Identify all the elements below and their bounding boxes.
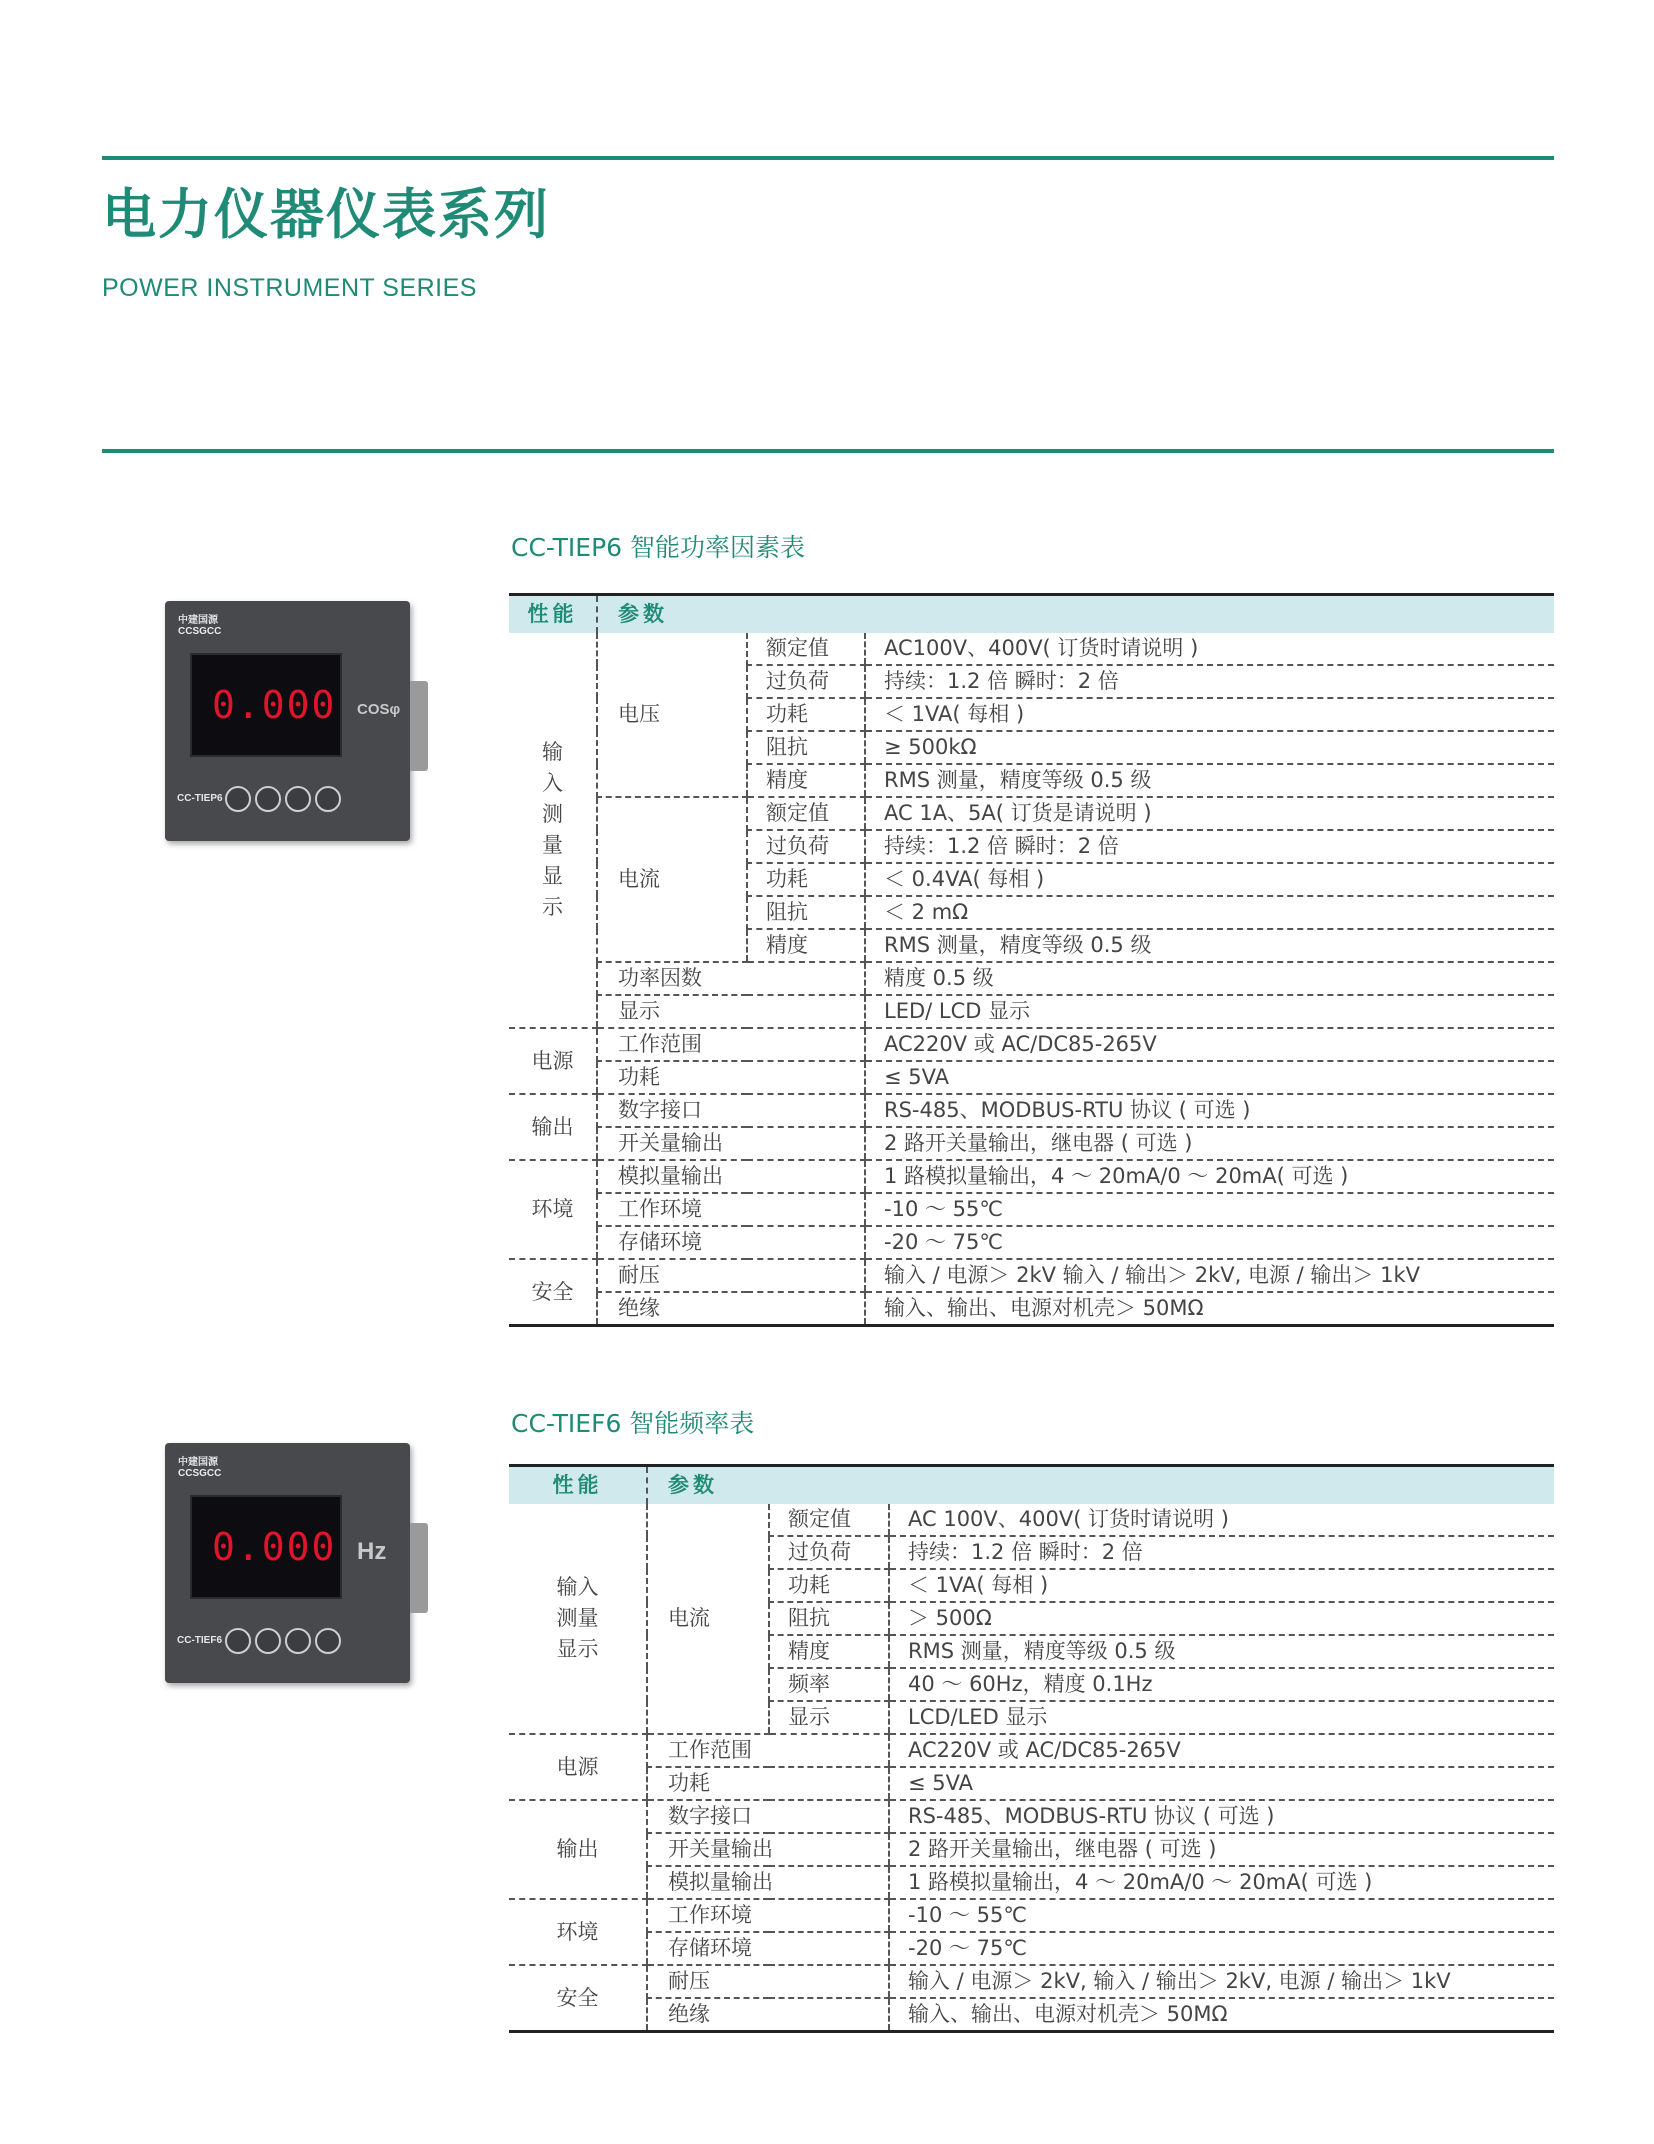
param-name: 过负荷 bbox=[747, 830, 865, 863]
param-name: 额定值 bbox=[747, 633, 865, 665]
param-name: 模拟量输出 bbox=[597, 1160, 865, 1193]
meter-button bbox=[285, 786, 311, 812]
sub-group-current: 电流 bbox=[647, 1504, 769, 1734]
param-value: RS-485、MODBUS-RTU 协议 ( 可选 ) bbox=[865, 1094, 1554, 1127]
group-power: 电源 bbox=[509, 1734, 647, 1800]
param-name: 阻抗 bbox=[747, 896, 865, 929]
table-header bbox=[509, 595, 1554, 634]
param-value: 持续：1.2 倍 瞬时：2 倍 bbox=[865, 665, 1554, 698]
param-name: 工作范围 bbox=[647, 1734, 889, 1767]
param-value: 1 路模拟量输出，4 ～ 20mA/0 ～ 20mA( 可选 ) bbox=[889, 1866, 1554, 1899]
header-cell: 参数 bbox=[647, 1466, 1554, 1505]
table-row bbox=[509, 633, 1554, 665]
param-value: AC220V 或 AC/DC85-265V bbox=[865, 1028, 1554, 1061]
param-name: 模拟量输出 bbox=[647, 1866, 889, 1899]
param-value: 输入、输出、电源对机壳＞ 50MΩ bbox=[865, 1292, 1554, 1326]
param-value: 输入 / 电源＞ 2kV, 输入 / 输出＞ 2kV, 电源 / 输出＞ 1kV bbox=[889, 1965, 1554, 1998]
table-row bbox=[509, 1028, 1554, 1061]
table-row bbox=[509, 995, 1554, 1028]
table-row bbox=[509, 1094, 1554, 1127]
param-value: ＞ 500Ω bbox=[889, 1602, 1554, 1635]
table-row bbox=[509, 1259, 1554, 1292]
param-name: 精度 bbox=[747, 764, 865, 797]
table-row bbox=[509, 962, 1554, 995]
meter-brand: 中建国源 CCSGCC bbox=[178, 615, 222, 637]
param-name: 过负荷 bbox=[769, 1536, 889, 1569]
spec-table-frequency bbox=[509, 1464, 1554, 2033]
meter-button bbox=[315, 1628, 341, 1654]
param-value: -10 ～ 55℃ bbox=[889, 1899, 1554, 1932]
param-name: 精度 bbox=[747, 929, 865, 962]
group-environment: 环境 bbox=[509, 1899, 647, 1965]
param-name: 功耗 bbox=[647, 1767, 889, 1800]
page-title: 电力仪器仪表系列 bbox=[102, 183, 550, 246]
param-value: -20 ～ 75℃ bbox=[865, 1226, 1554, 1259]
header-cell: 性能 bbox=[509, 1466, 647, 1505]
group-power: 电源 bbox=[509, 1028, 597, 1094]
param-name: 开关量输出 bbox=[647, 1833, 889, 1866]
param-name: 显示 bbox=[769, 1701, 889, 1734]
group-input: 输入 测量 显示 bbox=[509, 1504, 647, 1734]
meter-model: CC-TIEP6 bbox=[177, 793, 223, 804]
param-value: ＜ 1VA( 每相 ) bbox=[865, 698, 1554, 731]
meter-digits: 0.000 bbox=[212, 683, 337, 727]
param-value: AC100V、400V( 订货时请说明 ) bbox=[865, 633, 1554, 665]
param-value: RMS 测量，精度等级 0.5 级 bbox=[865, 929, 1554, 962]
param-name: 数字接口 bbox=[597, 1094, 865, 1127]
spec-table-power-factor bbox=[509, 593, 1554, 1327]
group-output: 输出 bbox=[509, 1800, 647, 1899]
param-name: 显示 bbox=[597, 995, 865, 1028]
param-name: 额定值 bbox=[747, 797, 865, 830]
meter-button bbox=[255, 786, 281, 812]
param-name: 工作范围 bbox=[597, 1028, 865, 1061]
meter-button bbox=[225, 1628, 251, 1654]
param-value: LED/ LCD 显示 bbox=[865, 995, 1554, 1028]
param-value: -20 ～ 75℃ bbox=[889, 1932, 1554, 1965]
table-row bbox=[509, 797, 1554, 830]
group-safety: 安全 bbox=[509, 1965, 647, 2032]
param-name: 存储环境 bbox=[597, 1226, 865, 1259]
param-value: 精度 0.5 级 bbox=[865, 962, 1554, 995]
table-row bbox=[509, 1932, 1554, 1965]
param-name: 耐压 bbox=[597, 1259, 865, 1292]
header-top-rule bbox=[102, 156, 1554, 160]
param-name: 功率因数 bbox=[597, 962, 865, 995]
table-row bbox=[509, 1899, 1554, 1932]
param-name: 功耗 bbox=[597, 1061, 865, 1094]
param-value: 2 路开关量输出，继电器 ( 可选 ) bbox=[865, 1127, 1554, 1160]
meter-display bbox=[190, 1495, 342, 1599]
param-value: AC 1A、5A( 订货是请说明 ) bbox=[865, 797, 1554, 830]
header-bottom-rule bbox=[102, 449, 1554, 453]
meter-unit: COSφ bbox=[357, 701, 401, 718]
param-value: ≥ 500kΩ bbox=[865, 731, 1554, 764]
param-value: RS-485、MODBUS-RTU 协议 ( 可选 ) bbox=[889, 1800, 1554, 1833]
table-row bbox=[509, 1226, 1554, 1259]
param-name: 工作环境 bbox=[647, 1899, 889, 1932]
param-name: 额定值 bbox=[769, 1504, 889, 1536]
sub-group-current: 电流 bbox=[597, 797, 747, 962]
param-value: RMS 测量，精度等级 0.5 级 bbox=[889, 1635, 1554, 1668]
param-name: 耐压 bbox=[647, 1965, 889, 1998]
param-value: ＜ 1VA( 每相 ) bbox=[889, 1569, 1554, 1602]
param-value: RMS 测量，精度等级 0.5 级 bbox=[865, 764, 1554, 797]
param-name: 阻抗 bbox=[747, 731, 865, 764]
meter-image-power-factor bbox=[165, 601, 410, 841]
param-value: 持续：1.2 倍 瞬时：2 倍 bbox=[889, 1536, 1554, 1569]
param-name: 绝缘 bbox=[597, 1292, 865, 1326]
page-subtitle: POWER INSTRUMENT SERIES bbox=[102, 274, 477, 302]
meter-button bbox=[285, 1628, 311, 1654]
table-row bbox=[509, 1767, 1554, 1800]
param-name: 数字接口 bbox=[647, 1800, 889, 1833]
param-value: AC 100V、400V( 订货时请说明 ) bbox=[889, 1504, 1554, 1536]
group-safety: 安全 bbox=[509, 1259, 597, 1326]
param-value: ＜ 0.4VA( 每相 ) bbox=[865, 863, 1554, 896]
product-title: CC-TIEP6 智能功率因素表 bbox=[511, 533, 806, 562]
param-name: 过负荷 bbox=[747, 665, 865, 698]
param-name: 存储环境 bbox=[647, 1932, 889, 1965]
param-value: 输入 / 电源＞ 2kV 输入 / 输出＞ 2kV, 电源 / 输出＞ 1kV bbox=[865, 1259, 1554, 1292]
param-value: ≤ 5VA bbox=[865, 1061, 1554, 1094]
group-input: 输 入 测 量 显 示 bbox=[509, 633, 597, 1028]
meter-model: CC-TIEF6 bbox=[177, 1635, 222, 1646]
param-value: 40 ～ 60Hz，精度 0.1Hz bbox=[889, 1668, 1554, 1701]
param-name: 功耗 bbox=[747, 698, 865, 731]
table-row bbox=[509, 1061, 1554, 1094]
meter-button bbox=[225, 786, 251, 812]
table-row bbox=[509, 1127, 1554, 1160]
table-row bbox=[509, 1866, 1554, 1899]
table-row bbox=[509, 1193, 1554, 1226]
param-name: 阻抗 bbox=[769, 1602, 889, 1635]
table-row bbox=[509, 1998, 1554, 2032]
group-environment: 环境 bbox=[509, 1160, 597, 1259]
param-value: AC220V 或 AC/DC85-265V bbox=[889, 1734, 1554, 1767]
param-value: 持续：1.2 倍 瞬时：2 倍 bbox=[865, 830, 1554, 863]
param-name: 精度 bbox=[769, 1635, 889, 1668]
param-name: 绝缘 bbox=[647, 1998, 889, 2032]
table-row bbox=[509, 1833, 1554, 1866]
header-cell: 参数 bbox=[597, 595, 1554, 634]
param-value: 2 路开关量输出，继电器 ( 可选 ) bbox=[889, 1833, 1554, 1866]
param-name: 工作环境 bbox=[597, 1193, 865, 1226]
param-value: 输入、输出、电源对机壳＞ 50MΩ bbox=[889, 1998, 1554, 2032]
table-row bbox=[509, 1734, 1554, 1767]
meter-side-terminal bbox=[410, 681, 428, 771]
header-cell: 性能 bbox=[509, 595, 597, 634]
table-row bbox=[509, 1504, 1554, 1536]
param-name: 功耗 bbox=[747, 863, 865, 896]
meter-image-frequency bbox=[165, 1443, 410, 1683]
param-name: 开关量输出 bbox=[597, 1127, 865, 1160]
meter-digits: 0.000 bbox=[212, 1525, 337, 1569]
meter-unit: Hz bbox=[357, 1538, 387, 1565]
sub-group-voltage: 电压 bbox=[597, 633, 747, 797]
product-title: CC-TIEF6 智能频率表 bbox=[511, 1409, 755, 1438]
param-value: LCD/LED 显示 bbox=[889, 1701, 1554, 1734]
param-value: ＜ 2 mΩ bbox=[865, 896, 1554, 929]
meter-brand: 中建国源 CCSGCC bbox=[178, 1457, 222, 1479]
table-row bbox=[509, 1292, 1554, 1326]
table-row bbox=[509, 1965, 1554, 1998]
meter-display bbox=[190, 653, 342, 757]
param-name: 频率 bbox=[769, 1668, 889, 1701]
meter-side-terminal bbox=[410, 1523, 428, 1613]
table-header bbox=[509, 1466, 1554, 1505]
param-name: 功耗 bbox=[769, 1569, 889, 1602]
param-value: ≤ 5VA bbox=[889, 1767, 1554, 1800]
table-row bbox=[509, 1800, 1554, 1833]
group-output: 输出 bbox=[509, 1094, 597, 1160]
table-row bbox=[509, 1160, 1554, 1193]
param-value: 1 路模拟量输出，4 ～ 20mA/0 ～ 20mA( 可选 ) bbox=[865, 1160, 1554, 1193]
param-value: -10 ～ 55℃ bbox=[865, 1193, 1554, 1226]
meter-button bbox=[255, 1628, 281, 1654]
meter-button bbox=[315, 786, 341, 812]
